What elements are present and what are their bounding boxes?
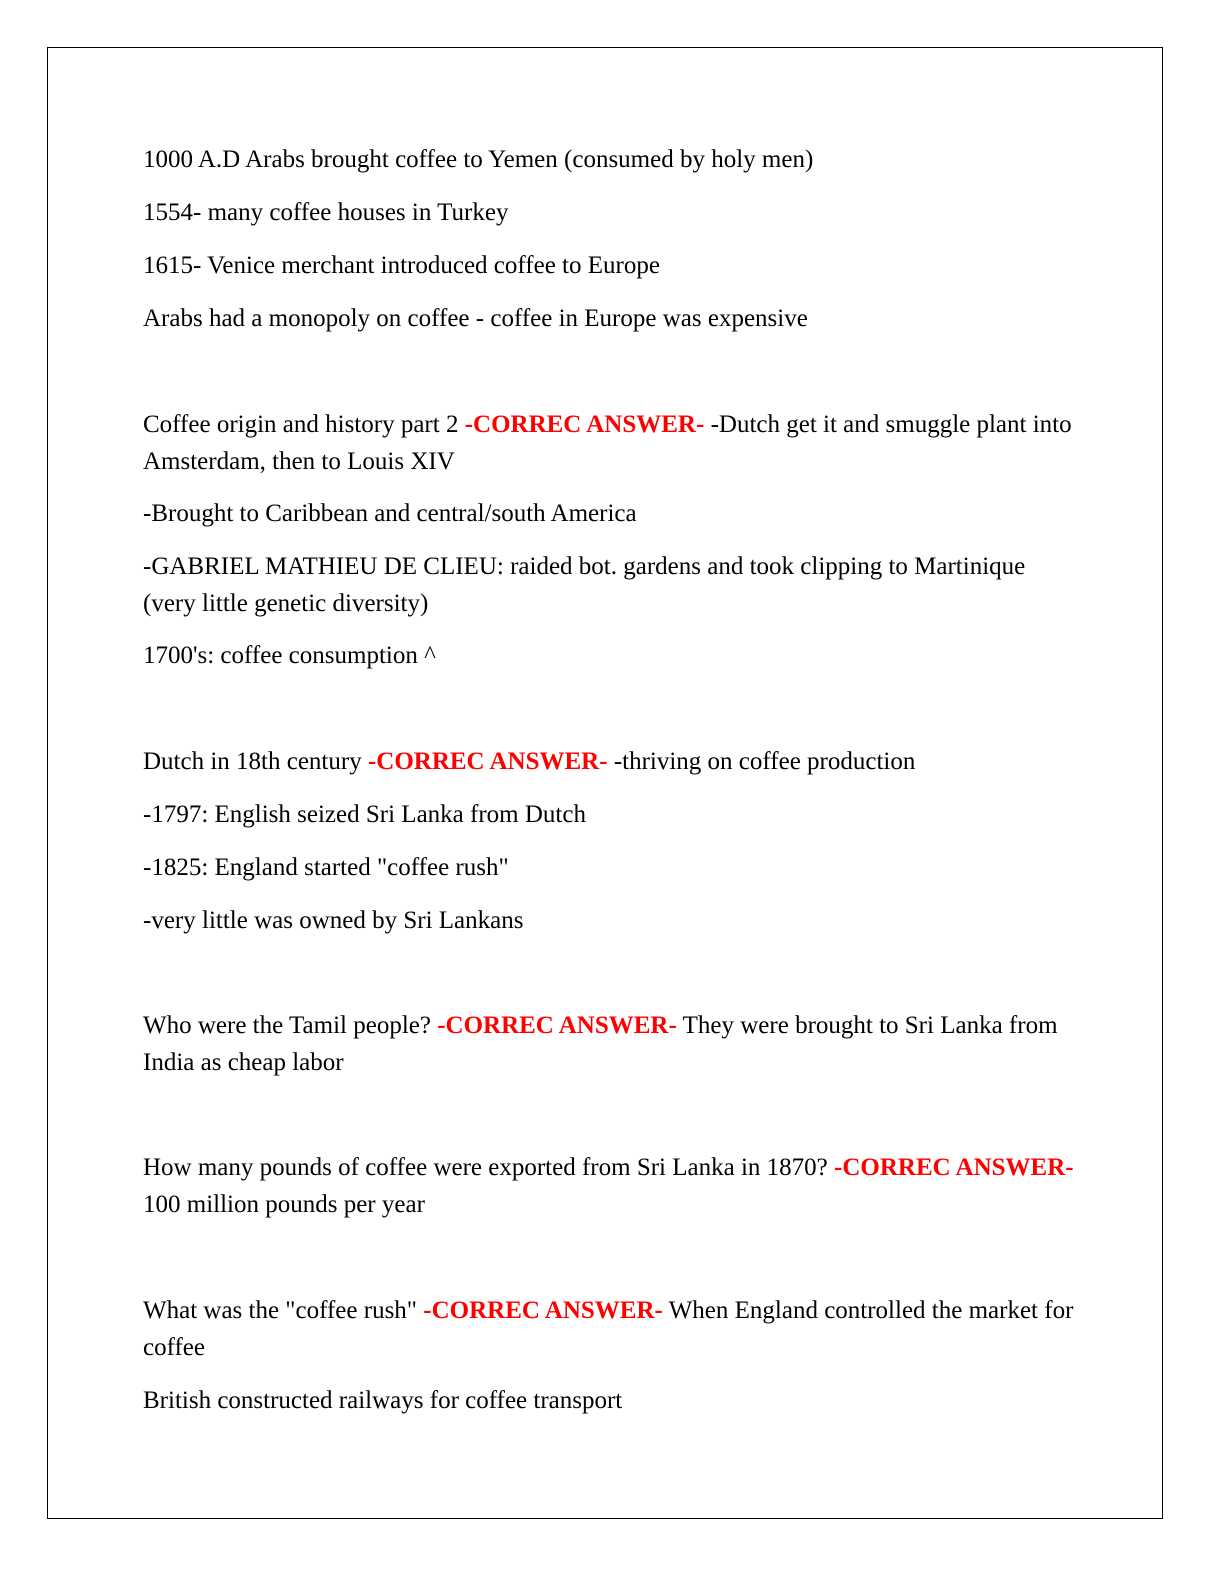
question-text: Who were the Tamil people? bbox=[143, 1012, 431, 1039]
answer-text: -thriving on coffee production bbox=[613, 748, 916, 775]
text-line: 1554- many coffee houses in Turkey bbox=[143, 199, 509, 226]
text-line: -1825: England started "coffee rush" bbox=[143, 854, 509, 881]
answer-marker: -CORREC ANSWER- bbox=[423, 1297, 663, 1324]
question-answer bbox=[143, 1149, 1083, 1223]
answer-marker: -CORREC ANSWER- bbox=[464, 411, 705, 438]
answer-marker: -CORREC ANSWER- bbox=[437, 1012, 677, 1039]
question-text: What was the "coffee rush" bbox=[143, 1297, 418, 1324]
answer-text: -Dutch get it and smuggle plant into Amsterdam, then to Louis XIV bbox=[143, 411, 1072, 475]
text-line: 1700's: coffee consumption ^ bbox=[143, 642, 436, 669]
answer-text: When England controlled the market for coffee bbox=[143, 1297, 1074, 1361]
question-text: How many pounds of coffee were exported from Sri Lanka in 1870? bbox=[143, 1154, 828, 1181]
answer-marker: -CORREC ANSWER- bbox=[367, 748, 608, 775]
answer-marker: -CORREC ANSWER- bbox=[834, 1154, 1074, 1181]
answer-text: 100 million pounds per year bbox=[143, 1191, 425, 1218]
question-text: Dutch in 18th century bbox=[143, 748, 362, 775]
question-answer bbox=[143, 743, 1083, 780]
text-line: British constructed railways for coffee transport bbox=[143, 1387, 623, 1414]
answer-text: They were brought to Sri Lanka from India as cheap labor bbox=[143, 1012, 1058, 1076]
question-text: Coffee origin and history part 2 bbox=[143, 411, 459, 438]
question-answer bbox=[143, 1292, 1083, 1366]
text-line: -very little was owned by Sri Lankans bbox=[143, 907, 524, 934]
text-line: 1615- Venice merchant introduced coffee to Europe bbox=[143, 252, 660, 279]
text-line: -1797: English seized Sri Lanka from Dutch bbox=[143, 801, 586, 828]
text-line: -Brought to Caribbean and central/south America bbox=[143, 500, 637, 527]
text-line: 1000 A.D Arabs brought coffee to Yemen (consumed by holy men) bbox=[143, 146, 814, 173]
question-answer bbox=[143, 1007, 1083, 1081]
text-line: -GABRIEL MATHIEU DE CLIEU: raided bot. gardens and took clipping to Martinique (very little genetic diversity) bbox=[143, 553, 1026, 617]
question-answer bbox=[143, 406, 1083, 480]
text-line: Arabs had a monopoly on coffee - coffee in Europe was expensive bbox=[143, 305, 808, 332]
